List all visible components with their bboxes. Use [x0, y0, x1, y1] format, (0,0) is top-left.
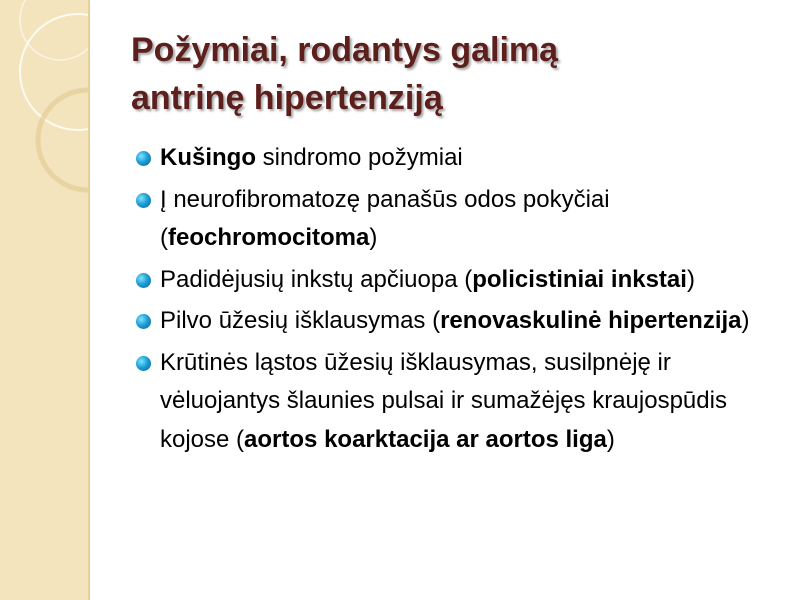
bullet-text: Pilvo ūžesių išklausymas (: [160, 307, 441, 334]
bullet-text: Krūtinės ląstos ūžesių išklausymas, susilpnėję ir vėluojantys šlaunies pulsai ir sumažėjęs kraujospūdis kojose (: [160, 348, 727, 453]
bullet-dot-icon: [136, 273, 151, 288]
bullet-text: Į neurofibromatozę panašūs odos pokyčiai (: [160, 185, 610, 251]
bullet-bold-text: feochromocitoma: [168, 224, 370, 251]
bullet-item: [134, 261, 764, 300]
bullet-text: Padidėjusių inkstų apčiuopa (: [160, 265, 473, 293]
bullet-item: [134, 302, 764, 341]
bullet-text: sindromo požymiai: [256, 144, 463, 171]
decorative-arcs: [0, 0, 90, 600]
bullet-item: [134, 181, 764, 258]
bullet-bold-text: Kušingo: [160, 144, 256, 171]
bullet-dot-icon: [136, 356, 151, 371]
decorative-side-band: [0, 0, 90, 600]
slide-title: [131, 26, 771, 122]
side-divider-line: [88, 0, 90, 600]
slide-title-line-2: antrinę hipertenziją: [131, 79, 443, 117]
bullet-text: ): [686, 265, 695, 293]
bullet-text: ): [741, 307, 750, 334]
bullet-bold-text: aortos koarktacija ar aortos liga: [244, 425, 607, 453]
bullet-item: [134, 344, 764, 460]
bullet-item: [134, 139, 764, 178]
bullet-dot-icon: [136, 314, 151, 329]
slide-title-line-1: Požymiai, rodantys galimą: [131, 31, 559, 69]
bullet-bold-text: renovaskulinė hipertenzija: [440, 307, 742, 334]
bullet-text: ): [369, 224, 378, 251]
bullet-text: ): [606, 425, 615, 453]
bullet-list: [134, 139, 764, 462]
bullet-dot-icon: [136, 151, 151, 166]
bullet-dot-icon: [136, 193, 151, 208]
bullet-bold-text: policistiniai inkstai: [472, 265, 687, 293]
